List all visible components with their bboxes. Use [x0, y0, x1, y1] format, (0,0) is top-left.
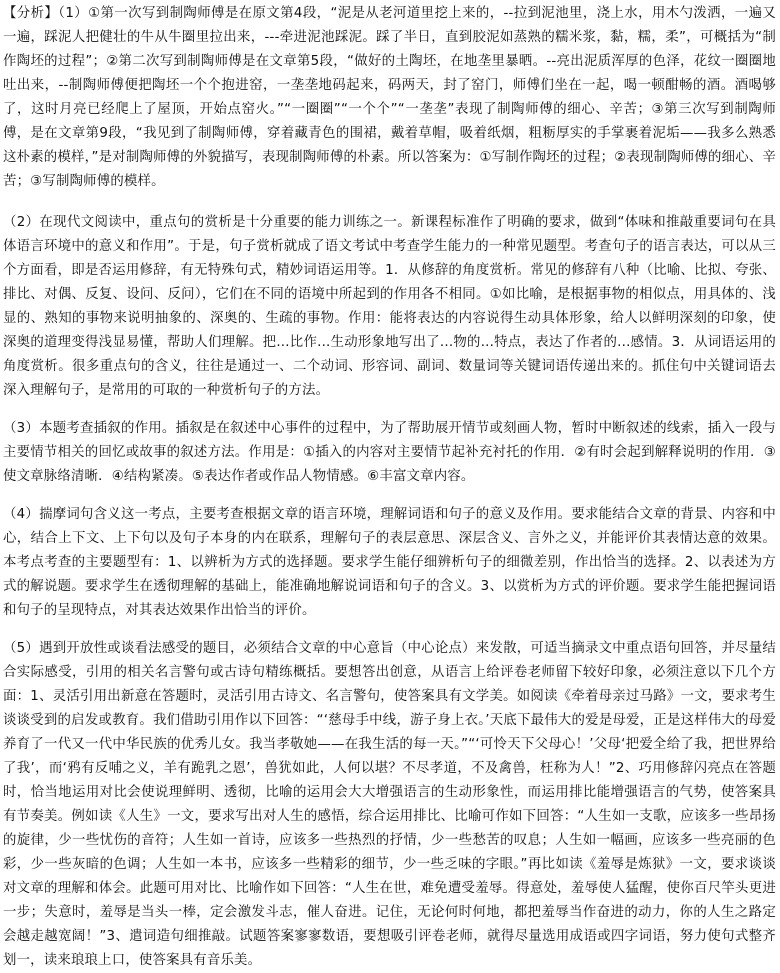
analysis-paragraph-2: （2）在现代文阅读中，重点句的赏析是十分重要的能力训练之一。新课程标准作了明确的要求，做到“体味和推敲重要词句在具体语言环境中的意义和作用”。于是，句子赏析就成了语文考试中考查学生能力的一种常见题型。考查句子的语言表达，可以从三个方面看，即是否运用修辞，有无特殊句式，精妙词语运用等。1．从修辞的角度赏析。常见的修辞有八种（比喻、比拟、夸张、排比、对偶、反复、设问、反问），它们在不同的语境中所起到的作用各不相同。①如比喻，是根据事物的相似点，用具体的、浅显的、熟知的事物来说明抽象的、深奥的、生疏的事物。作用：能将表达的内容说得生动具体形象，给人以鲜明深刻的印象，使深奥的道理变得浅显易懂，帮助人们理解。把...比作...生动形象地写出了...物的...特点，表达了作者的...感情。3．从词语运用的角度赏析。很多重点句的含义，往往是通过一、二个动词、形容词、副词、数量词等关键词语传递出来的。抓住句中关键词语去深入理解句子，是常用的可取的一种赏析句子的方法。	[3, 215, 776, 398]
paragraph-spacer	[3, 623, 776, 637]
paragraph-spacer	[3, 194, 776, 211]
paragraph-spacer	[3, 403, 776, 417]
analysis-paragraph-4: （4）揣摩词句含义这一考点，主要考查根据文章的语言环境，理解词语和句子的意义及作用。要求能结合文章的背景、内容和中心，结合上下文、上下句以及句子本身的内在联系，理解句子的表层意思、深层含义、言外之义，并能评价其表情达意的效果。本考点考查的主要题型有：1、以辨析为方式的选择题。要求学生能仔细辨析句子的细微差别，作出恰当的选择。2、以表述为方式的解说题。要求学生在透彻理解的基础上，能准确地解说词语和句子的含义。3、以赏析为方式的评价题。要求学生能把握词语和句子的呈现特点，对其表达效果作出恰当的评价。	[3, 507, 776, 618]
analysis-paragraph-1: 【分析】（1）①第一次写到制陶师傅是在原文第4段，“泥是从老河道里挖上来的，--拉到泥池里，浇上水，用木勺泼洒，一遍又一遍，踩泥人把健壮的牛从牛圈里拉出来，---牵进泥池踩泥。踩了半日，直到胶泥如蒸熟的糯米浆，黏，糯，柔”，可概括为“制作陶坯的过程”；②第二次写到制陶师傅是在文章第5段，“做好的土陶坯，在地垄里暴晒。--亮出泥质浑厚的色泽，花纹一圈圈地吐出来，--制陶师傅便把陶坯一个个抱进窑，一垄垄地码起来，码两天，封了窑门，师傅们坐在一起，喝一顿酣畅的酒。酒喝够了，这时月亮已经爬上了屋顶，开始点窑火。”“一圈圈”“一个个”“一垄垄”表现了制陶师傅的细心、辛苦；③第三次写到制陶师傅，是在文章第9段，“我见到了制陶师傅，穿着藏青色的围裙，戴着草帽，吸着纸烟，粗粝厚实的手掌裹着泥垢——我多么熟悉这朴素的模样，”是对制陶师傅的外貌描写，表现制陶师傅的朴素。所以答案为：①写制作陶坯的过程；②表现制陶师傅的细心、辛苦；③写制陶师傅的模样。	[3, 6, 776, 189]
analysis-paragraph-3: （3）本题考查插叙的作用。插叙是在叙述中心事件的过程中，为了帮助展开情节或刻画人物，暂时中断叙述的线索，插入一段与主要情节相关的回忆或故事的叙述方法。作用是：①插入的内容对主要情节起补充衬托的作用．②有时会起到解释说明的作用．③使文章脉络清晰．④结构紧凑。⑤表达作者或作品人物情感。⑥丰富文章内容。	[3, 421, 776, 484]
paragraph-spacer	[3, 489, 776, 503]
analysis-paragraph-5: （5）遇到开放性或谈看法感受的题目，必须结合文章的中心意旨（中心论点）来发散，可适当摘录文中重点语句回答，并尽量结合实际感受，引用的相关名言警句或古诗句精练概括。要想答出创意，从语言上给评卷老师留下较好印象，必须注意以下几个方面：1、灵活引用出新意在答题时，灵活引用古诗文、名言警句，使答案具有文学美。如阅读《牵着母亲过马路》一文，要求考生谈谈受到的启发或教育。我们借助引用作以下回答：“‘慈母手中线，游子身上衣。’天底下最伟大的爱是母爱，正是这样伟大的母爱养育了一代又一代中华民族的优秀儿女。我当孝敬她——在我生活的每一天。”“‘可怜天下父母心！’父母‘把爱全给了我，把世界给了我’，而‘鸦有反哺之义，羊有跪乳之恩’，兽犹如此，人何以堪？不尽孝道，不及禽兽，枉称为人！”2、巧用修辞闪亮点在答题时，恰当地运用对比会使说理鲜明、透彻，比喻的运用会大大增强语言的生动形象性，而运用排比能增强语言的气势，使答案具有节奏美。例如读《人生》一文，要求写出对人生的感悟，综合运用排比、比喻可作如下回答：“人生如一支歌，应该多一些昂扬的旋律，少一些忧伤的音符；人生如一首诗，应该多一些热烈的抒情，少一些愁苦的叹息；人生如一幅画，应该多一些亮丽的色彩，少一些灰暗的色调；人生如一本书，应该多一些精彩的细节，少一些乏味的字眼。”再比如读《羞辱是炼狱》一文，要求谈谈对文章的理解和体会。此题可用对比、比喻作如下回答：“人生在世，难免遭受羞辱。得意处，羞辱使人猛醒，使你百尺竿头更进一步；失意时，羞辱是当头一棒，定会激发斗志，催人奋进。记住，无论何时何地，都把羞辱当作奋进的动力，你的人生之路定会越走越宽阔！”3、遣词造句细推敲。试题答案寥寥数语，要想吸引评卷老师，就得尽量选用成语或四字词语，努力使句式整齐划一，读来琅琅上口，使答案具有音乐美。	[3, 641, 776, 968]
